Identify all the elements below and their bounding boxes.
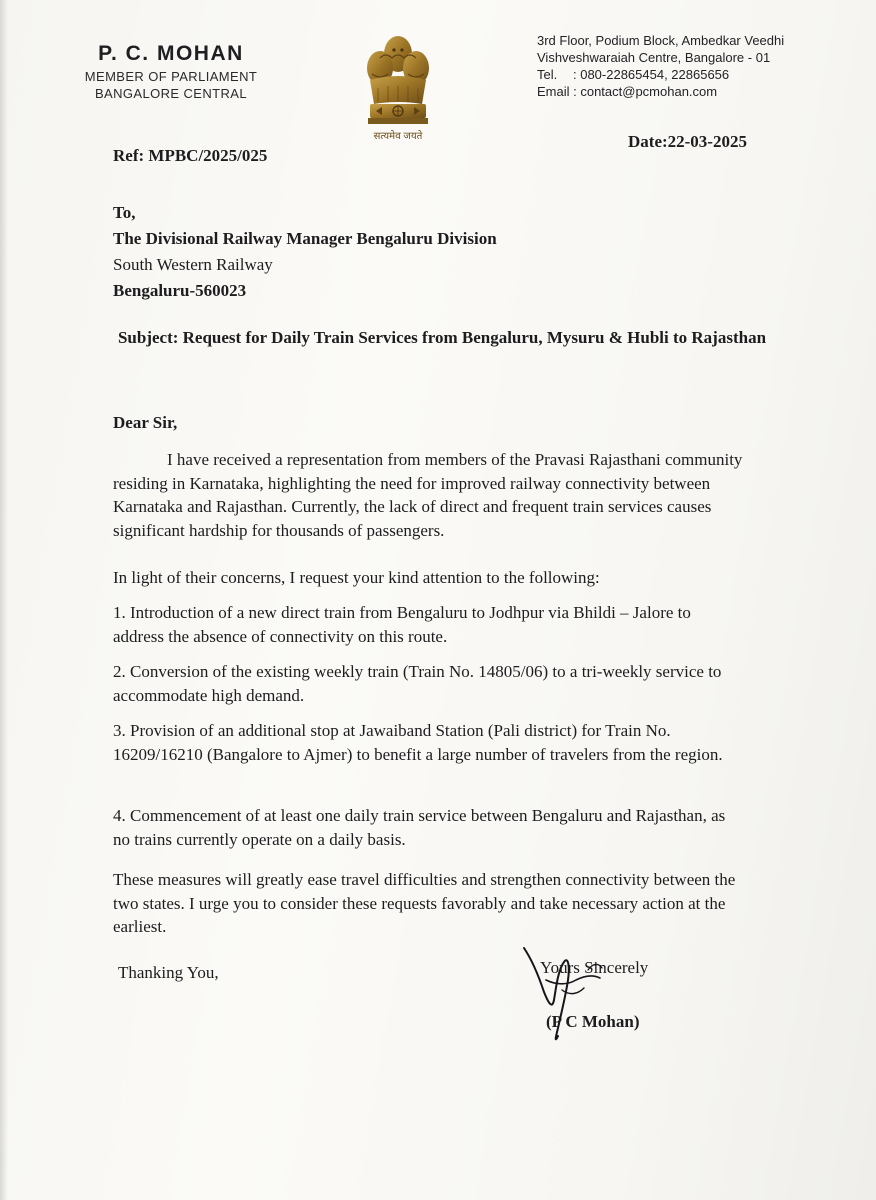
request-point-1: 1. Introduction of a new direct train from Bengaluru to Jodhpur via Bhildi – Jalore to address the absence of connectivity on this route. xyxy=(113,603,691,646)
reference-number: Ref: MPBC/2025/025 xyxy=(113,146,268,165)
sender-name: P. C. MOHAN xyxy=(98,42,244,65)
letterhead-sender xyxy=(66,42,276,101)
sign-off: Yours Sincerely xyxy=(540,958,649,977)
request-point-2: 2. Conversion of the existing weekly train (Train No. 14805/06) to a tri-weekly service to accommodate high demand. xyxy=(113,662,722,705)
recipient-city: Bengaluru-560023 xyxy=(113,281,247,300)
request-point-4: 4. Commencement of at least one daily train service between Bengaluru and Rajasthan, as no trains currently operate on a daily basis. xyxy=(113,806,726,849)
telephone-row xyxy=(537,66,837,83)
lead-paragraph: In light of their concerns, I request your kind attention to the following: xyxy=(113,568,600,587)
recipient-address xyxy=(113,200,497,304)
telephone-value: : 080-22865454, 22865656 xyxy=(573,67,730,82)
subject-line: Subject: Request for Daily Train Services from Bengaluru, Mysuru & Hubli to Rajasthan xyxy=(117,328,767,347)
conclusion-paragraph: These measures will greatly ease travel difficulties and strengthen connectivity between the two states. I urge you to consider these requests favorably and take necessary action at the earliest. xyxy=(113,870,736,936)
emblem-motto: सत्यमेव जयते xyxy=(373,131,423,142)
letter-date: Date:22-03-2025 xyxy=(628,132,747,151)
to-label: To, xyxy=(113,203,136,222)
handwritten-signature xyxy=(518,940,608,1050)
recipient-organisation: South Western Railway xyxy=(113,255,273,274)
request-point-3: 3. Provision of an additional stop at Jawaiband Station (Pali district) for Train No. 16209/16210 (Bangalore to Ajmer) to benefit a large number of travelers from the region. xyxy=(113,721,723,764)
sender-constituency: BANGALORE CENTRAL xyxy=(94,86,247,101)
signatory-name: (P C Mohan) xyxy=(546,1012,640,1031)
closing-line: Thanking You, xyxy=(118,963,219,982)
address-line-2: Vishveshwaraiah Centre, Bangalore - 01 xyxy=(537,50,771,65)
recipient-title: The Divisional Railway Manager Bengaluru Division xyxy=(113,229,497,248)
letterhead-contact xyxy=(537,32,837,100)
email-line: Email : contact@pcmohan.com xyxy=(537,84,718,99)
sender-designation: MEMBER OF PARLIAMENT xyxy=(84,69,258,84)
paper-edge-shadow xyxy=(0,0,8,1200)
address-line-1: 3rd Floor, Podium Block, Ambedkar Veedhi xyxy=(537,33,785,48)
national-emblem-icon xyxy=(358,28,438,150)
telephone-label: Tel. xyxy=(537,67,558,82)
intro-paragraph: I have received a representation from members of the Pravasi Rajasthani community residing in Karnataka, highlighting the need for improved railway connectivity between Karnataka and Rajasthan. Currently, the lack of direct and frequent train services causes significant hardship for thousands of passengers. xyxy=(113,450,743,540)
salutation: Dear Sir, xyxy=(113,413,178,432)
